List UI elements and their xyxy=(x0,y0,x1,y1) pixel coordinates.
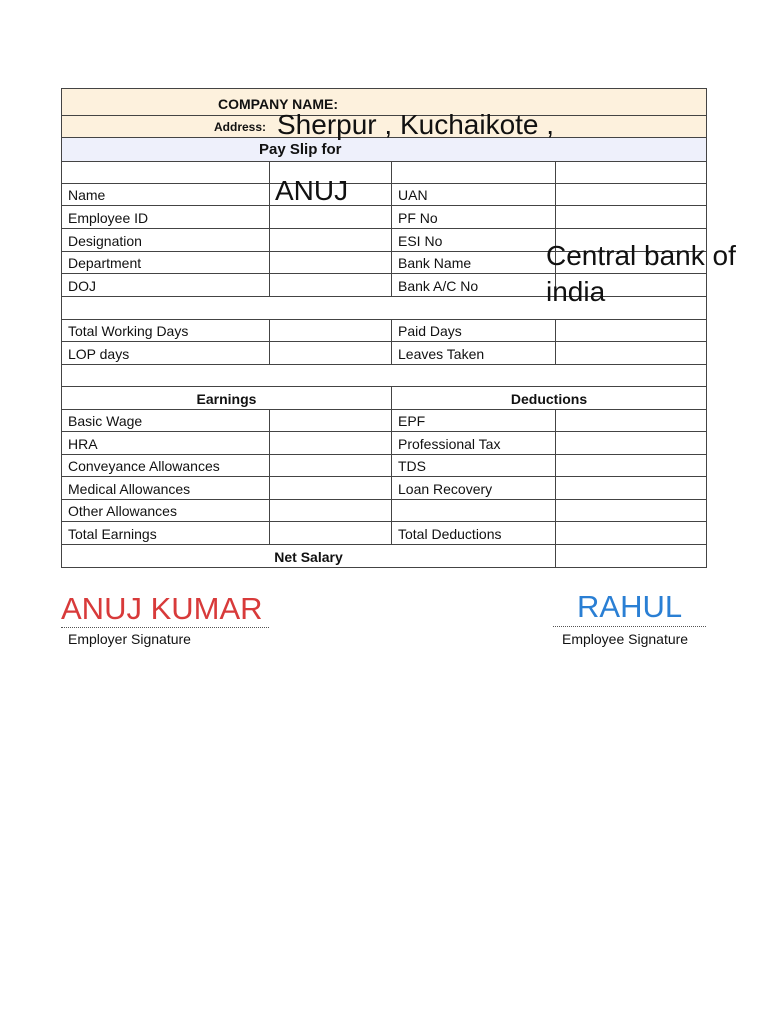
line-item-row xyxy=(62,455,706,477)
line-item-row xyxy=(62,410,706,432)
section-heading-row xyxy=(62,387,706,410)
esi-label: ESI No xyxy=(391,229,555,251)
bank-name-value: Central bank of india xyxy=(546,240,736,307)
company-name-label: COMPANY NAME: xyxy=(218,96,339,112)
net-salary-row xyxy=(62,545,706,567)
bank-ac-label: Bank A/C No xyxy=(391,274,555,296)
employee-signature-label: Employee Signature xyxy=(562,631,689,647)
address-value: Sherpur , Kuchaikote , xyxy=(277,109,555,140)
deductions-heading: Deductions xyxy=(391,387,706,409)
total-working-days-label: Total Working Days xyxy=(68,323,189,339)
totals-row xyxy=(62,522,706,545)
line-item-row xyxy=(62,500,706,522)
name-row xyxy=(62,184,706,206)
earning-item: Other Allowances xyxy=(68,503,177,519)
blank-row xyxy=(62,162,706,184)
lop-days-label: LOP days xyxy=(68,346,130,362)
doj-label: DOJ xyxy=(68,278,96,294)
employee-id-row xyxy=(62,206,706,229)
employer-signature-name: ANUJ KUMAR xyxy=(61,591,263,626)
spacer-row xyxy=(62,365,706,387)
earning-item: Basic Wage xyxy=(68,413,143,429)
lop-row xyxy=(62,342,706,365)
employee-signature-name: RAHUL xyxy=(577,589,683,624)
employee-signature-line xyxy=(553,626,706,627)
paid-days-label: Paid Days xyxy=(391,320,555,341)
pay-slip-title: Pay Slip for xyxy=(259,141,342,158)
employer-signature-line xyxy=(61,627,269,628)
line-item-row xyxy=(62,477,706,500)
bank-name-label: Bank Name xyxy=(391,252,555,273)
deduction-item: Professional Tax xyxy=(391,432,555,454)
uan-label: UAN xyxy=(391,184,555,205)
earning-item: HRA xyxy=(68,436,98,452)
pay-slip-title-row xyxy=(62,138,706,162)
total-deductions-label: Total Deductions xyxy=(391,522,555,544)
uan-value xyxy=(555,184,706,205)
employee-id-label: Employee ID xyxy=(68,210,149,226)
net-salary-value xyxy=(555,545,706,567)
deduction-item: Loan Recovery xyxy=(391,477,555,499)
employee-name-value: ANUJ xyxy=(275,175,349,206)
deduction-item: TDS xyxy=(391,455,555,476)
employer-signature-label: Employer Signature xyxy=(68,631,191,647)
net-salary-label: Net Salary xyxy=(274,549,343,565)
earning-item: Medical Allowances xyxy=(68,481,191,497)
department-label: Department xyxy=(68,255,142,271)
line-item-row xyxy=(62,432,706,455)
working-days-row xyxy=(62,320,706,342)
earning-item: Conveyance Allowances xyxy=(68,458,220,474)
total-earnings-label: Total Earnings xyxy=(68,526,157,542)
pf-label: PF No xyxy=(391,206,555,228)
deduction-item: EPF xyxy=(391,410,555,431)
designation-label: Designation xyxy=(68,233,142,249)
pay-slip-table xyxy=(61,88,707,568)
earnings-heading: Earnings xyxy=(196,391,257,407)
address-label: Address: xyxy=(214,120,267,134)
deduction-item xyxy=(391,500,555,521)
leaves-taken-label: Leaves Taken xyxy=(391,342,555,364)
name-label: Name xyxy=(68,187,106,203)
